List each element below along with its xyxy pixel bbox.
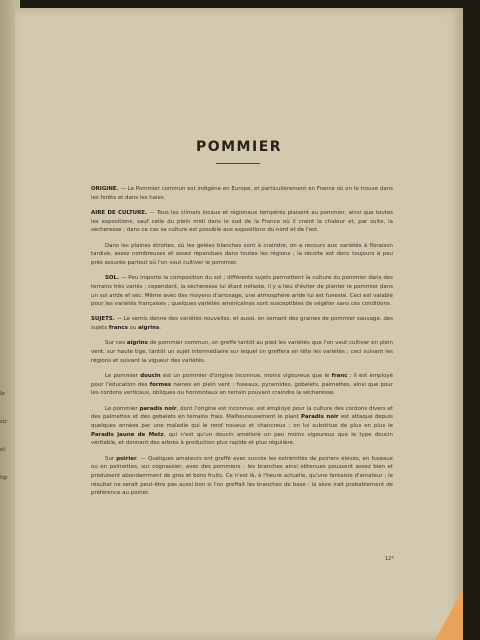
- text-run: de pommier commun, on greffe tantôt au pied les variétés que l'on veut cultiver en plein vent, sur haute tige, tantôt un sujet intermédiaire sur lequel on greffera en tête les variétés ; ceci suivant les régions et suivant la vigueur des variétés.: [91, 340, 393, 364]
- text-run: naines en plein vent : fuseaux, pyramides, gobelets, palmettes, ainsi que pour les cordons verticaux, obliques ou horizontaux en terrain pouvant craindre la sécheresse.: [91, 381, 393, 397]
- text-run: est attaqué depuis quelques années par une maladie qui le rend noueux et chancreux ; on lui substitue de plus en plus le: [91, 414, 393, 429]
- section-sujets: [91, 315, 393, 332]
- bold-term: franc: [331, 372, 348, 379]
- section-aire-de-culture: [91, 209, 393, 235]
- text-run: Le pommier: [105, 405, 140, 412]
- book-page: [15, 8, 463, 640]
- bold-term: francs: [108, 325, 128, 332]
- text-run: .: [159, 325, 161, 332]
- margin-fragment: tip: [0, 475, 8, 481]
- margin-fragment: et: [0, 447, 6, 453]
- bold-term: doucin: [140, 372, 161, 379]
- bold-term: poirier: [116, 455, 137, 462]
- margin-fragment: le: [0, 391, 6, 397]
- bold-term: aigrins: [138, 325, 160, 332]
- margin-fragment: sir: [0, 419, 8, 425]
- paragraph-paradis-noir: [91, 405, 393, 449]
- text-run: — Le Pommier commun est indigène en Europe, et particulièrement en France où on le trouve dans les forêts et dans les haies.: [91, 186, 393, 201]
- text-run: — Le semis donne des variétés nouvelles, et aussi, en semant des graines de pommier sauvage, des sujets: [91, 316, 393, 332]
- text-run: . — Quelques amateurs ont greffé avec succès les extrémités de poiriers élevés, en fuseaux ou en palmettes, sur cognassier, avec des pommiers ; les branches ainsi obtenues poussent assez bien et produisent abondamment de gros et bons fruits. Ce n'est là, à l'heure actuelle, qu'une fantaisie d'amateur ; le résultat ne serait peut-être pas aussi bon si l'on greffait les branches de base : la sève irait probablement de préférence au poirier.: [91, 455, 393, 497]
- section-origine: [91, 185, 393, 202]
- bold-term: paradis noir: [139, 405, 177, 412]
- paragraph-plaines: [91, 242, 393, 268]
- text-run: Sur ces: [105, 340, 127, 347]
- text-run: Dans les plaines étroites, où les gelées blanches sont à craindre, on a recours aux variétés à floraison tardive, assez nombreuses et assez répandues dans toutes les régions ; la récolte est donc toujours à peu près assurée partout où l'on veut cultiver le pommier.: [91, 242, 393, 266]
- text-run: , dont l'origine est inconnue, est employé pour la culture des cordons divers et des palmettes et des gobelets en terrains frais. Malheureusement le plant: [91, 405, 393, 421]
- page-corner-tab: [435, 590, 463, 640]
- page-number: 12*: [385, 556, 394, 562]
- bold-term: Paradis jaune de Metz: [91, 431, 164, 438]
- text-run: Le pommier: [105, 372, 141, 379]
- bold-term: AIRE DE CULTURE.: [91, 209, 148, 216]
- text-run: ou: [127, 325, 139, 332]
- title-underline: [216, 163, 260, 164]
- bold-term: aigrins: [126, 340, 148, 347]
- page-body: [91, 185, 393, 505]
- paragraph-aigrins: [91, 339, 393, 365]
- text-run: , qui n'est qu'un doucin amélioré un peu moins vigoureux que le type doucin véritable, et donnant des arbres à production plus rapide et plus régulière.: [91, 431, 393, 447]
- page-title: POMMIER: [195, 139, 283, 155]
- text-run: Sur: [105, 455, 117, 462]
- text-run: — Tous les climats locaux et régionaux tempérés plaisent au pommier, ainsi que toutes les expositions, sauf celle du plein midi dans le sud de la France où il craint la chaleur et, par suite, la sécheresse ; dans ce cas sa culture est possible aux expositions du nord et de l'est.: [91, 209, 393, 234]
- bold-term: Paradis noir: [301, 414, 339, 421]
- bold-term: formes: [149, 381, 172, 388]
- section-sol: [91, 274, 393, 309]
- bold-term: SOL.: [105, 275, 120, 282]
- text-run: est un pommier d'origine inconnue, moins vigoureux que le: [160, 372, 332, 379]
- text-run: — Peu importe la composition du sol ; différents sujets permettent la culture du pommier dans des terrains très variés ; cependant, la sécheresse lui étant néfaste, il y a lieu d'éviter de planter le pommier dans un sol aride et sec. Même avec des moyens d'arrosage, une atmosphère aride lui est funeste. Ceci est valable pour les variétés françaises ; quelques variétés américaines sont susceptibles de végéter sans ces conditions.: [91, 275, 393, 308]
- paragraph-doucin: [91, 372, 393, 398]
- text-run: ; il est employé pour l'éducation des: [91, 372, 393, 388]
- bold-term: SUJETS.: [91, 316, 115, 323]
- paragraph-poirier: [91, 455, 393, 499]
- bold-term: ORIGINE.: [91, 186, 119, 192]
